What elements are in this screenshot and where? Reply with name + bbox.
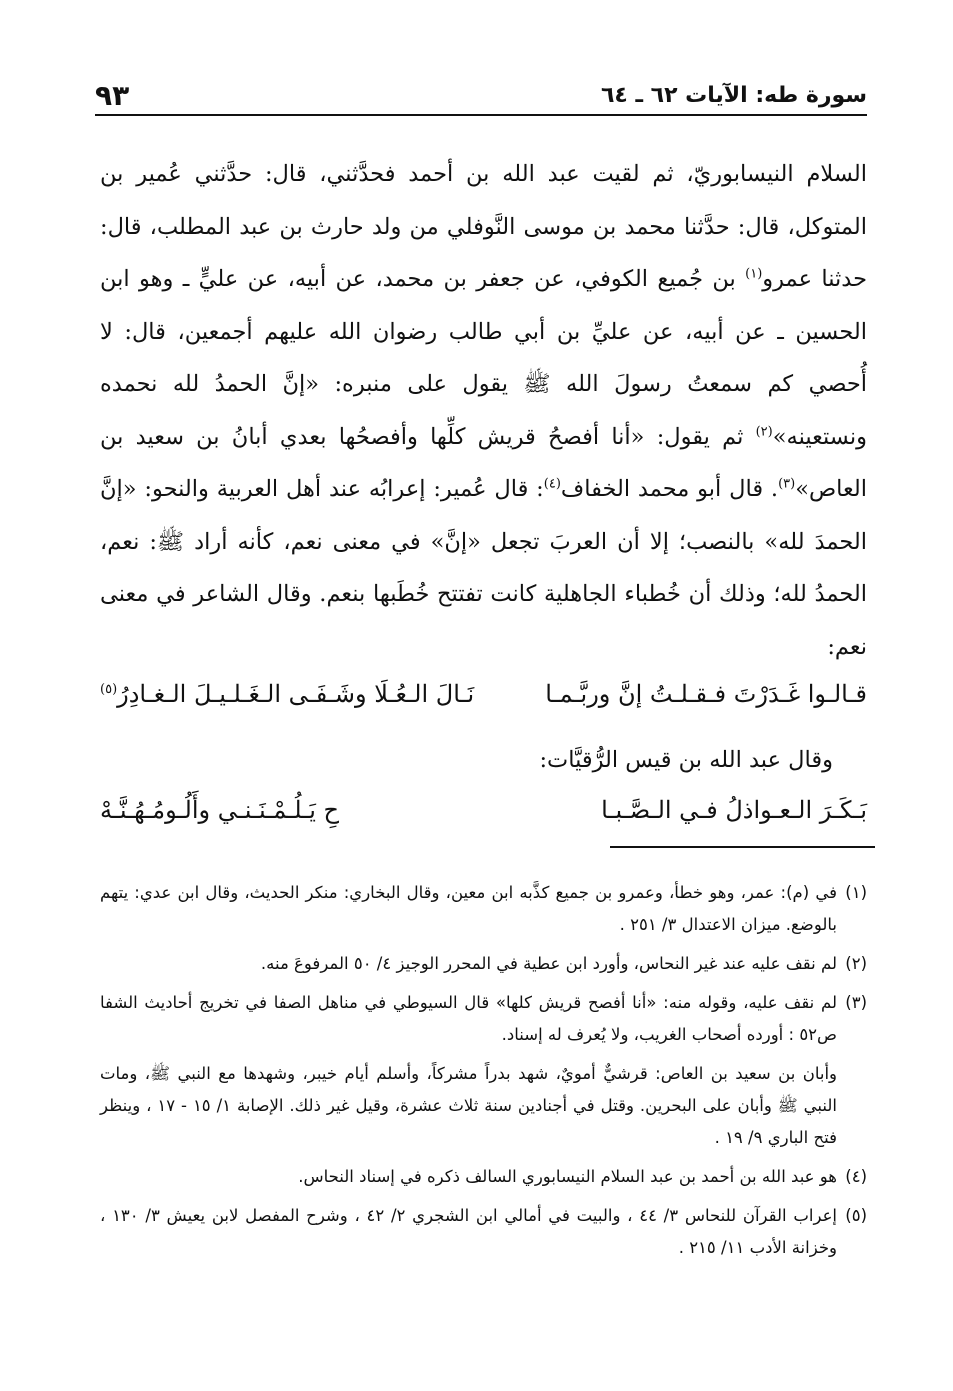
surah-title: سورة طه: الآيات ٦٢ ـ ٦٤ bbox=[600, 83, 867, 108]
footnote bbox=[100, 877, 867, 941]
footnote-number: (٣) bbox=[845, 993, 867, 1012]
text-run: . قال أبو محمد الخفاف bbox=[560, 476, 779, 502]
footnote-text: وأبان بن سعيد بن العاص: قرشيٌّ أمويٌ، شهد بدراً مشركاً، وأسلم أيام خيبر، وشهدها مع النبي ﷺ، ومات النبي ﷺ وأبان على البحرين. وقتل في أجنادين سنة ثلاث عشرة، وقيل غير ذلك. الإصابة ١/ ١٥ - ١٧ ، وينظر فتح الباري ٩/ ١٩ . bbox=[100, 1064, 837, 1147]
footnote-text: في (م): عمر، وهو خطأ، وعمرو بن جميع كذَّبه ابن معين، وقال البخاري: منكر الحديث، وقال ابن عدي: يتهم بالوضع. ميزان الاعتدال ٣/ ٢٥١ . bbox=[100, 883, 837, 934]
footnote-ref: (٥) bbox=[100, 682, 118, 697]
footnote-number: (١) bbox=[845, 883, 867, 902]
verse-text: نَـالَ الـعُـلَا وشَـفَـى الـغَـلـيـلَ الـغـادِرُ bbox=[117, 680, 475, 708]
footnote bbox=[100, 948, 867, 980]
footnote-ref: (٢) bbox=[755, 424, 773, 439]
verse-intro: وقال عبد الله بن قيس الرُّقيَّات: bbox=[539, 747, 833, 773]
verse-second-hemistich: حِ يَـلُـمْـنَـنـي وأَلُـومُـهُـنَّـهْ bbox=[100, 796, 340, 824]
paragraph bbox=[100, 148, 867, 673]
main-text bbox=[100, 148, 867, 673]
text-run: السلام النيسابوريّ، ثم لقيت عبد الله بن أحمد فحدَّثني، قال: حدَّثني عُمير بن المتوكل، قال: حدَّثنا محمد بن موسى النَّوفلي من ولد حارث بن عبد المطلب، قال: حدثنا عمرو bbox=[100, 161, 867, 292]
text-run: بن جُميع الكوفي، عن جعفر بن محمد، عن أبيه، عن عليٍّ ـ وهو ابن الحسين ـ عن أبيه، عن عليِّ بن أبي طالب رضوان الله عليهم أجمعين، قال: لا أُحصي كم سمعتُ رسولَ الله ﷺ يقول على منبره: «إنَّ الحمدُ لله نحمده ونستعينه» bbox=[100, 266, 867, 450]
footnote-continuation bbox=[100, 1058, 867, 1154]
text-run: ثم يقول: «أنا أفصحُ قريش كلِّها وأفصحُها بعدي أبانُ بن سعيد بن العاص» bbox=[100, 423, 867, 502]
footnote-divider bbox=[610, 846, 875, 848]
verse-second-hemistich bbox=[100, 680, 474, 708]
footnote-text: لم نقف عليه، وقوله منه: «أنا أفصح قريش كلها» قال السيوطي في مناهل الصفا في تخريج أحاديث الشفا ص٥٢ : أورده أصحاب الغريب، ولا يُعرف له إسناد. bbox=[100, 993, 837, 1044]
footnote-number: (٤) bbox=[845, 1167, 867, 1186]
poetry-verse-1 bbox=[100, 670, 867, 718]
poetry-verse-2 bbox=[100, 786, 867, 834]
footnote bbox=[100, 987, 867, 1051]
running-header bbox=[95, 72, 867, 116]
footnote-ref: (٣) bbox=[778, 476, 796, 492]
footnote-number: (٢) bbox=[845, 954, 867, 973]
footnote-text: هو عبد الله بن أحمد بن عبد السلام النيسابوري السالف ذكره في إسناد النحاس. bbox=[298, 1167, 837, 1186]
page-number: ٩٣ bbox=[95, 79, 130, 112]
footnote-text: لم نقف عليه عند غير النحاس، وأورد ابن عطية في المحرر الوجيز ٤/ ٥٠ المرفوعَ منه. bbox=[260, 954, 837, 973]
footnote-ref: (١) bbox=[745, 266, 763, 282]
footnote bbox=[100, 1200, 867, 1264]
footnote-number: (٥) bbox=[845, 1206, 867, 1225]
footnote-text: إعراب القرآن للنحاس ٣/ ٤٤ ، والبيت في أمالي ابن الشجري ٢/ ٤٢ ، وشرح المفصل لابن يعيش ٣/ ١٣٠ ، وخزانة الأدب ١١/ ٢١٥ . bbox=[100, 1206, 837, 1257]
text-run: : قال عُمير: إعرابُه عند أهل العربية والنحو: «إنَّ الحمدَ لله» بالنصب؛ إلا أن العربَ تجعل «إنَّ» في معنى نعم، كأنه أراد ﷺ: نعم، الحمدُ لله؛ وذلك أن خُطباء الجاهلية كانت تفتتح خُطَبها بنعم. وقال الشاعر في معنى نعم: bbox=[100, 476, 867, 660]
footnote-ref: (٤) bbox=[543, 476, 561, 492]
footnote bbox=[100, 1161, 867, 1193]
footnotes bbox=[100, 877, 867, 1271]
verse-first-hemistich: قـالـوا غَـدَرْتَ فـقـلـتُ إنَّ وربَّـمـا bbox=[545, 680, 867, 708]
verse-first-hemistich: بَـكَـرَ الـعـواذلُ فـي الـصَّـبـا bbox=[601, 796, 867, 824]
